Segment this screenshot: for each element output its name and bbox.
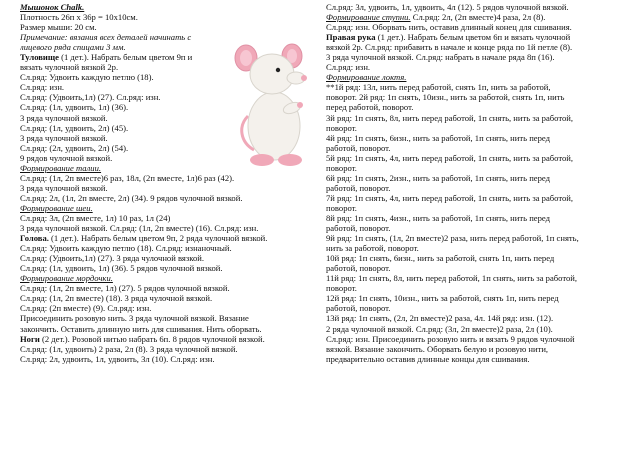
part-heading: Правая рука (326, 32, 376, 43)
text-line: Сл.ряд: 2л, (1л, 2п вместе, 2л) (34). 9 рядов чулочной вязкой. (20, 192, 243, 203)
text-line: Сл.ряд: (1л, удвоить, 1л) (36). 5 рядов чулочной вязкой. (20, 263, 223, 274)
line-text: (2 дет.). Розовой нитью набрать 6п. 8 рядов чулочной вязкой. (39, 333, 265, 344)
text-line: 12й ряд: 1п снять, 10изн., нить за работой, снять 1п, нить перед (326, 293, 559, 304)
text-line: 3 ряда чулочной вязкой. Сл.ряд: набрать в начале ряда 8п (16). (326, 52, 555, 63)
text-line: Сл.ряд: (2п вместе) (9). Сл.ряд: изн. (20, 303, 152, 314)
text-line: 7й ряд: 1п снять, 4л, нить перед работой, 1п снять, нить за работой, (326, 192, 574, 203)
right-column (326, 2, 638, 364)
text-line: Сл.ряд: 2л, удвоить, 1л, удвоить, 3л (10). Сл.ряд: изн. (20, 353, 215, 364)
text-line: 8й ряд: 1п снять, 4изн., нить за работой, 1п снять, нить перед (326, 212, 550, 223)
text-line (20, 334, 320, 344)
text-line: работой, поворот. (326, 303, 391, 314)
part-heading: Голова. (20, 233, 49, 244)
text-line: 10й ряд: 1п снять, 6изн., нить за работой, снять 1п, нить перед (326, 253, 555, 264)
text-line: нить за работой, поворот. (326, 243, 419, 254)
text-line: Сл.ряд: изн. (20, 82, 65, 93)
mouse-body (248, 92, 300, 160)
text-line: Сл.ряд: (1л, удвоить, 1л) (36). (20, 102, 129, 113)
text-line: Сл.ряд: (Удвоить,1л) (27). Сл.ряд: изн. (20, 92, 161, 103)
part-heading: Ноги (20, 333, 40, 344)
mouse-head (250, 54, 294, 94)
text-line: 9 рядов чулочной вязкой. (20, 152, 113, 163)
text-line: 11й ряд: 1п снять, 8л, нить перед работой, 1п снять, нить за работой, (326, 273, 578, 284)
text-line: Сл.ряд: 3л, (2п вместе, 1л) 10 раз, 1л (24) (20, 212, 171, 223)
text-line: 4й ряд: 1п снять, 6изн., нить за работой, 1п снять, нить перед (326, 132, 550, 143)
line-text: (1 дет.). Набрать белым цветом 9п и (58, 52, 193, 63)
text-line: закончить. Оставить длинную нить для сшивания. Нить оборвать. (20, 323, 262, 334)
text-line: Сл.ряд: (1л, удвоить) 2 раза, 2л (8). 3 ряда чулочной вязкой. (20, 343, 238, 354)
text-line: Формирование шеи. (20, 202, 93, 213)
text-line: вязкой 2р. Сл.ряд: прибавить в начале и конце ряда по 1й петле (8). (326, 42, 573, 53)
text-line: Сл.ряд: 3л, удвоить, 1л, удвоить, 4л (12). 5 рядов чулочной вязкой. (326, 2, 569, 12)
section-heading: Формирование ступни. (326, 12, 411, 23)
text-line: Сл.ряд: (Удвоить,1л) (27). 3 ряда чулочной вязкой. (20, 253, 205, 264)
text-line: Сл.ряд: (2л, удвоить, 2л) (54). (20, 142, 129, 153)
mouse-toy-photo (234, 38, 320, 170)
text-line: Формирование мордочки. (20, 273, 113, 284)
text-line: поворот. (326, 162, 357, 173)
text-line: 3й ряд: 1п снять, 8л, нить перед работой, 1п снять, нить за работой, (326, 112, 574, 123)
text-line: 3 ряда чулочной вязкой. (20, 132, 108, 143)
text-line: Формирование локтя. (326, 72, 407, 83)
text-line (326, 12, 638, 22)
text-line: поворот. (326, 283, 357, 294)
text-line: Плотность 26п х 36р = 10х10см. (20, 12, 138, 23)
text-line: Сл.ряд: (1л, удвоить, 2л) (45). (20, 122, 129, 133)
text-line: работой, поворот. (326, 182, 391, 193)
mouse-eye (276, 68, 280, 72)
text-line: работой, поворот. (326, 223, 391, 234)
text-line: 5й ряд: 1п снять, 4л, нить перед работой, 1п снять, нить за работой, (326, 152, 574, 163)
text-line: лицевого ряда спицами 3 мм. (20, 42, 126, 53)
part-heading: Туловище (20, 52, 59, 63)
mouse-foot-right (278, 154, 302, 166)
text-line: работой, поворот. (326, 263, 391, 274)
text-line: перед работой, поворот. (326, 102, 414, 113)
text-line: предварительно оставив длинные концы для сшивания. (326, 353, 530, 364)
text-line: Сл.ряд: изн. Оборвать нить, оставив длинный конец для сшивания. (326, 22, 572, 33)
text-line: вязкой. Вязание закончить. Оборвать белую и розовую нити, (326, 343, 549, 354)
text-line (20, 233, 320, 243)
text-line: 3 ряда чулочной вязкой. Сл.ряд: (1л, 2п вместе) (16). Сл.ряд: изн. (20, 223, 259, 234)
text-line: Размер мыши: 20 см. (20, 22, 97, 33)
text-line: поворот. (326, 202, 357, 213)
text-line: **1й ряд: 13л, нить перед работой, снять 1п, нить за работой, (326, 82, 551, 93)
text-line: 9й ряд: 1п снять, (1л, 2п вместе)2 раза, нить перед работой, 1п снять, (326, 233, 579, 244)
text-line: Присоединить розовую нить. 3 ряда чулочной вязкой. Вязание (20, 313, 249, 324)
text-line: вязать чулочной вязкой 2р. (20, 62, 119, 73)
text-line: Сл.ряд: изн. (326, 62, 371, 73)
line-text: (1 дет.). Набрать белым цветом 6п и вязать чулочной (375, 32, 571, 43)
text-line: Сл.ряд: Удвоить каждую петлю (18). Сл.ряд: изнаночный. (20, 243, 232, 254)
text-line: 3 ряда чулочной вязкой. (20, 112, 108, 123)
line-text: (1 дет.). Набрать белым цветом 9п, 2 ряда чулочной вязкой. (48, 233, 268, 244)
text-line: 3 ряда чулочной вязкой. (20, 182, 108, 193)
mouse-nose (301, 75, 307, 81)
text-line: Формирование талии. (20, 162, 102, 173)
text-line: работой, поворот. (326, 142, 391, 153)
text-line: Мышонок Chalk. (20, 2, 85, 12)
text-line: Сл.ряд: (1л, 2п вместе, 1л) (27). 5 рядов чулочной вязкой. (20, 283, 230, 294)
mouse-foot-left (250, 154, 274, 166)
text-line (20, 52, 232, 62)
text-line: Сл.ряд: (1л, 2п вместе) (18). 3 ряда чулочной вязкой. (20, 293, 213, 304)
text-line: 13й ряд: 1п снять, (2л, 2п вместе)2 раза, 4л. 14й ряд: изн. (12). (326, 313, 554, 324)
text-line: 6й ряд: 1п снять, 2изн., нить за работой, 1п снять, нить перед (326, 172, 550, 183)
text-line: Сл.ряд: изн. Присоединить розовую нить и вязать 9 рядов чулочной (326, 333, 575, 344)
text-line: Примечание: вязания всех деталей начинать с (20, 32, 192, 43)
line-text: Сл.ряд: 2л, (2п вместе)4 раза, 2л (8). (410, 12, 546, 23)
text-line: поворот. (326, 122, 357, 133)
text-line: поворот. 2й ряд: 1п снять, 10изн., нить за работой, снять 1п, нить (326, 92, 565, 103)
text-line: Сл.ряд: Удвоить каждую петлю (18). (20, 72, 154, 83)
text-line: Сл.ряд: (1л, 2п вместе)6 раз, 18л, (2п вместе, 1л)6 раз (42). (20, 172, 235, 183)
text-line (326, 32, 638, 42)
text-line: 2 ряда чулочной вязкой. Сл.ряд: (3л, 2п вместе)2 раза, 2л (10). (326, 323, 553, 334)
